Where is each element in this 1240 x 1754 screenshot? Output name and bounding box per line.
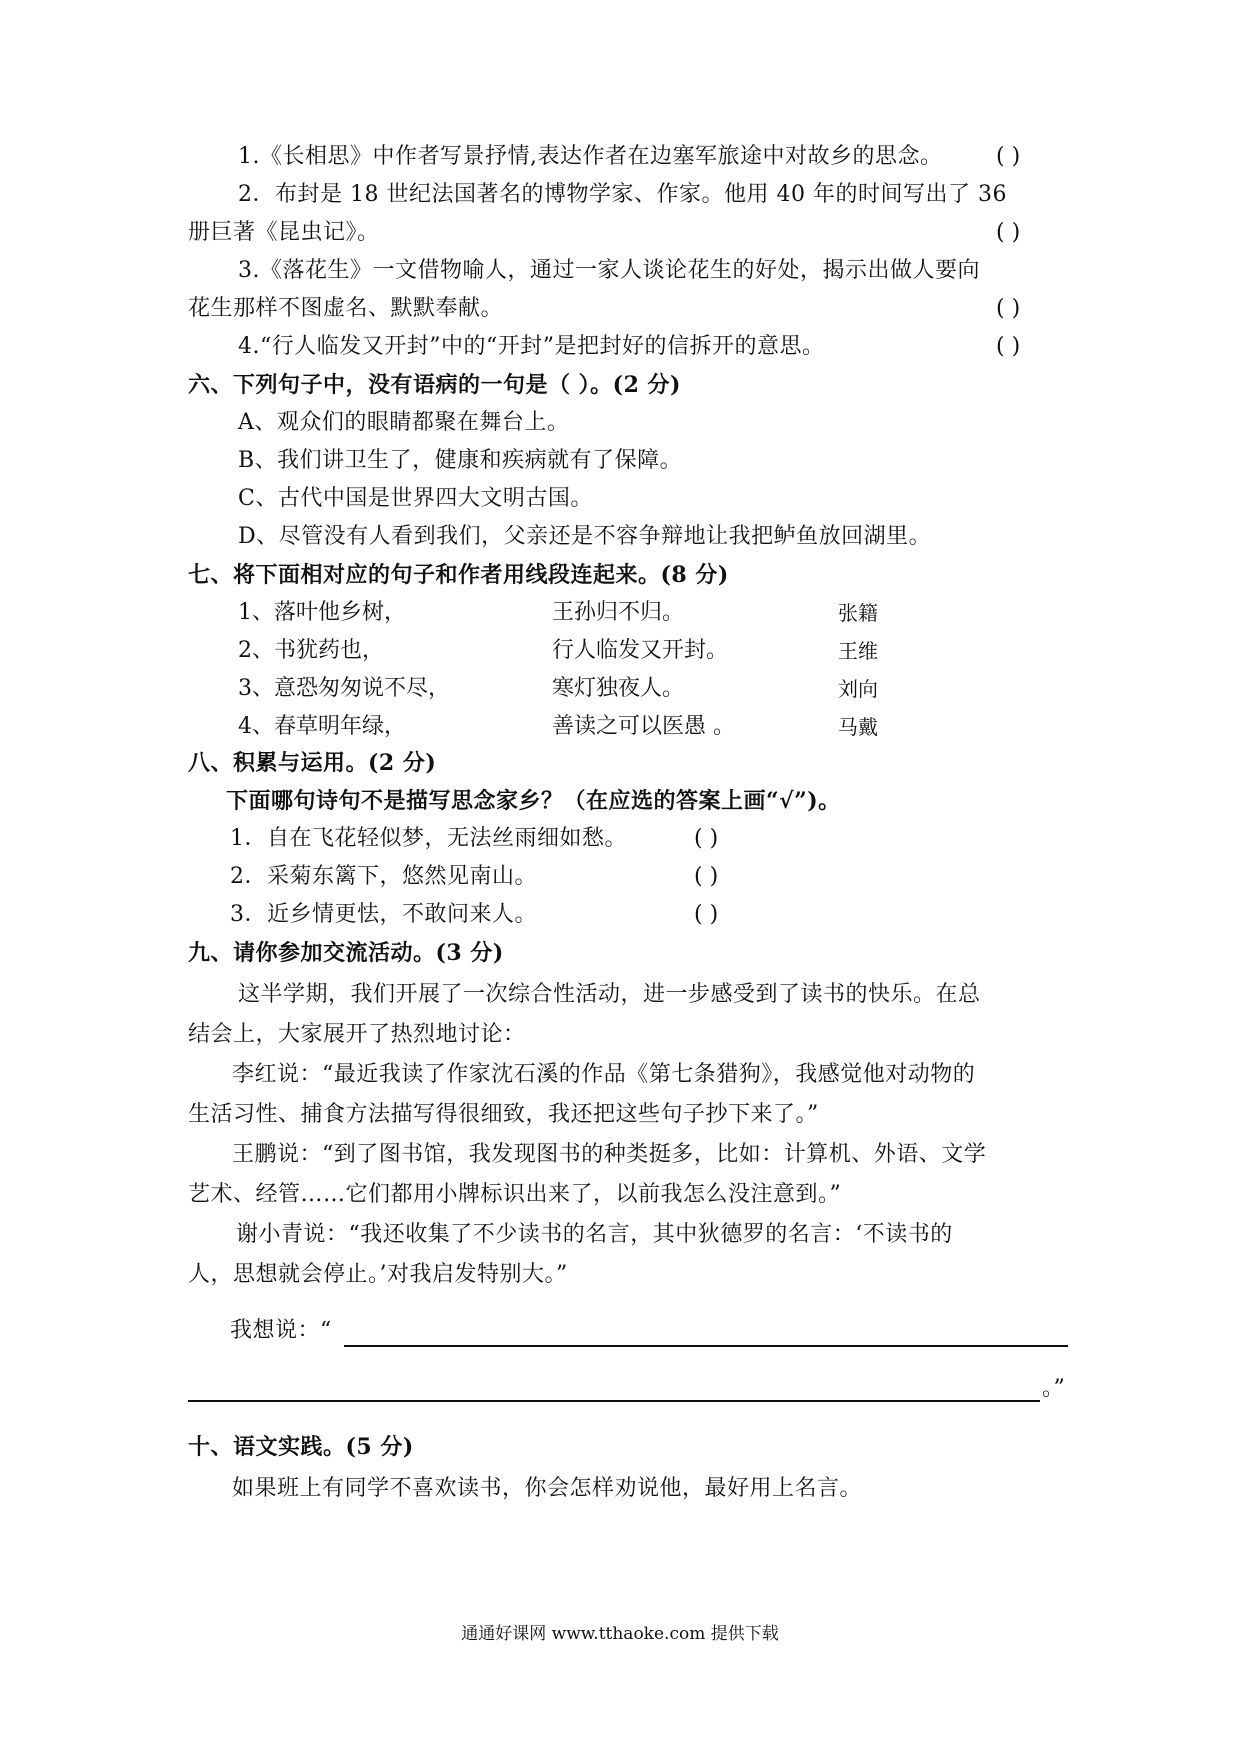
s9-answer-line-2[interactable]	[188, 1400, 1040, 1402]
s7-row2-left: 2、书犹药也，	[238, 638, 384, 663]
s9-answer-line-1[interactable]	[344, 1345, 1068, 1347]
s7-row4-middle: 善读之可以医愚 。	[552, 714, 735, 739]
s5-item3-line1: 3.《落花生》一文借物喻人，通过一家人谈论花生的好处，揭示出做人要向	[238, 258, 980, 283]
s8-option-3-paren: ( )	[694, 902, 719, 927]
s7-row4-left: 4、春草明年绿，	[238, 714, 406, 739]
s9-para3-line1: 王鹏说：“到了图书馆，我发现图书的种类挺多，比如：计算机、外语、文学	[232, 1142, 987, 1167]
s9-para3-line2: 艺术、经管……它们都用小牌标识出来了，以前我怎么没注意到。”	[188, 1182, 842, 1207]
s9-para2-line1: 李红说：“最近我读了作家沈石溪的作品《第七条猎狗》，我感觉他对动物的	[232, 1062, 976, 1087]
s7-row4-author: 马戴	[838, 715, 878, 739]
s8-option-2: 2．采菊东篱下，悠然见南山。	[230, 864, 537, 889]
s5-item3-line2: 花生那样不图虚名、默默奉献。	[188, 296, 504, 321]
s9-para1-line2: 结会上，大家展开了热烈地讨论：	[188, 1022, 526, 1047]
s8-heading: 八、积累与运用。(2 分)	[188, 750, 437, 776]
s7-row2-author: 王维	[838, 639, 878, 663]
s10-heading: 十、语文实践。(5 分)	[188, 1434, 414, 1460]
s8-option-3: 3．近乡情更怯，不敢问来人。	[230, 902, 537, 927]
s9-answer-suffix: 。”	[1042, 1376, 1066, 1401]
s5-item1-line1: 1.《长相思》中作者写景抒情,表达作者在边塞军旅途中对故乡的思念。	[238, 144, 943, 169]
s6-option-b: B、我们讲卫生了，健康和疾病就有了保障。	[238, 448, 683, 473]
s5-item4-paren: ( )	[996, 334, 1021, 359]
s9-para1-line1: 这半学期，我们开展了一次综合性活动，进一步感受到了读书的快乐。在总	[238, 982, 981, 1007]
s7-row3-left: 3、意恐匆匆说不尽，	[238, 676, 450, 701]
s5-item1-paren: ( )	[996, 144, 1021, 169]
s7-row3-middle: 寒灯独夜人。	[552, 676, 685, 701]
s7-row1-left: 1、落叶他乡树，	[238, 600, 406, 625]
s7-row2-middle: 行人临发又开封。	[552, 638, 729, 663]
s5-item3-paren: ( )	[996, 296, 1021, 321]
s9-para4-line1: 谢小青说：“我还收集了不少读书的名言，其中狄德罗的名言：‘不读书的	[236, 1222, 953, 1247]
page-footer: 通通好课网 www.tthaoke.com 提供下载	[461, 1624, 779, 1644]
s5-item4-line1: 4.“行人临发又开封”中的“开封”是把封好的信拆开的意思。	[238, 334, 825, 359]
s7-row1-author: 张籍	[838, 601, 878, 625]
s6-heading: 六、下列句子中，没有语病的一句是（ ）。(2 分)	[188, 372, 681, 398]
s9-heading: 九、请你参加交流活动。(3 分)	[188, 940, 504, 966]
s7-heading: 七、将下面相对应的句子和作者用线段连起来。(8 分)	[188, 562, 729, 588]
s7-row3-author: 刘向	[838, 677, 878, 701]
s8-question: 下面哪句诗句不是描写思念家乡？（在应选的答案上画“√”)。	[226, 788, 841, 814]
s5-item2-line1: 2．布封是 18 世纪法国著名的博物学家、作家。他用 40 年的时间写出了 36	[238, 182, 1007, 207]
s7-row1-middle: 王孙归不归。	[552, 600, 685, 625]
s6-option-a: A、观众们的眼睛都聚在舞台上。	[238, 410, 570, 435]
s6-option-c: C、古代中国是世界四大文明古国。	[238, 486, 593, 511]
s8-option-1: 1．自在飞花轻似梦，无法丝雨细如愁。	[230, 826, 627, 851]
s8-option-2-paren: ( )	[694, 864, 719, 889]
s9-answer-prefix: 我想说：“	[230, 1318, 332, 1343]
s6-option-d: D、尽管没有人看到我们，父亲还是不容争辩地让我把鲈鱼放回湖里。	[238, 524, 932, 549]
s5-item2-paren: ( )	[996, 220, 1021, 245]
s9-para4-line2: 人，思想就会停止。’对我启发特别大。”	[188, 1262, 568, 1287]
s5-item2-line2: 册巨著《昆虫记》。	[188, 220, 380, 245]
s10-prompt: 如果班上有同学不喜欢读书，你会怎样劝说他，最好用上名言。	[232, 1476, 863, 1501]
s9-para2-line2: 生活习性、捕食方法描写得很细致，我还把这些句子抄下来了。”	[188, 1102, 819, 1127]
s8-option-1-paren: ( )	[694, 826, 719, 851]
